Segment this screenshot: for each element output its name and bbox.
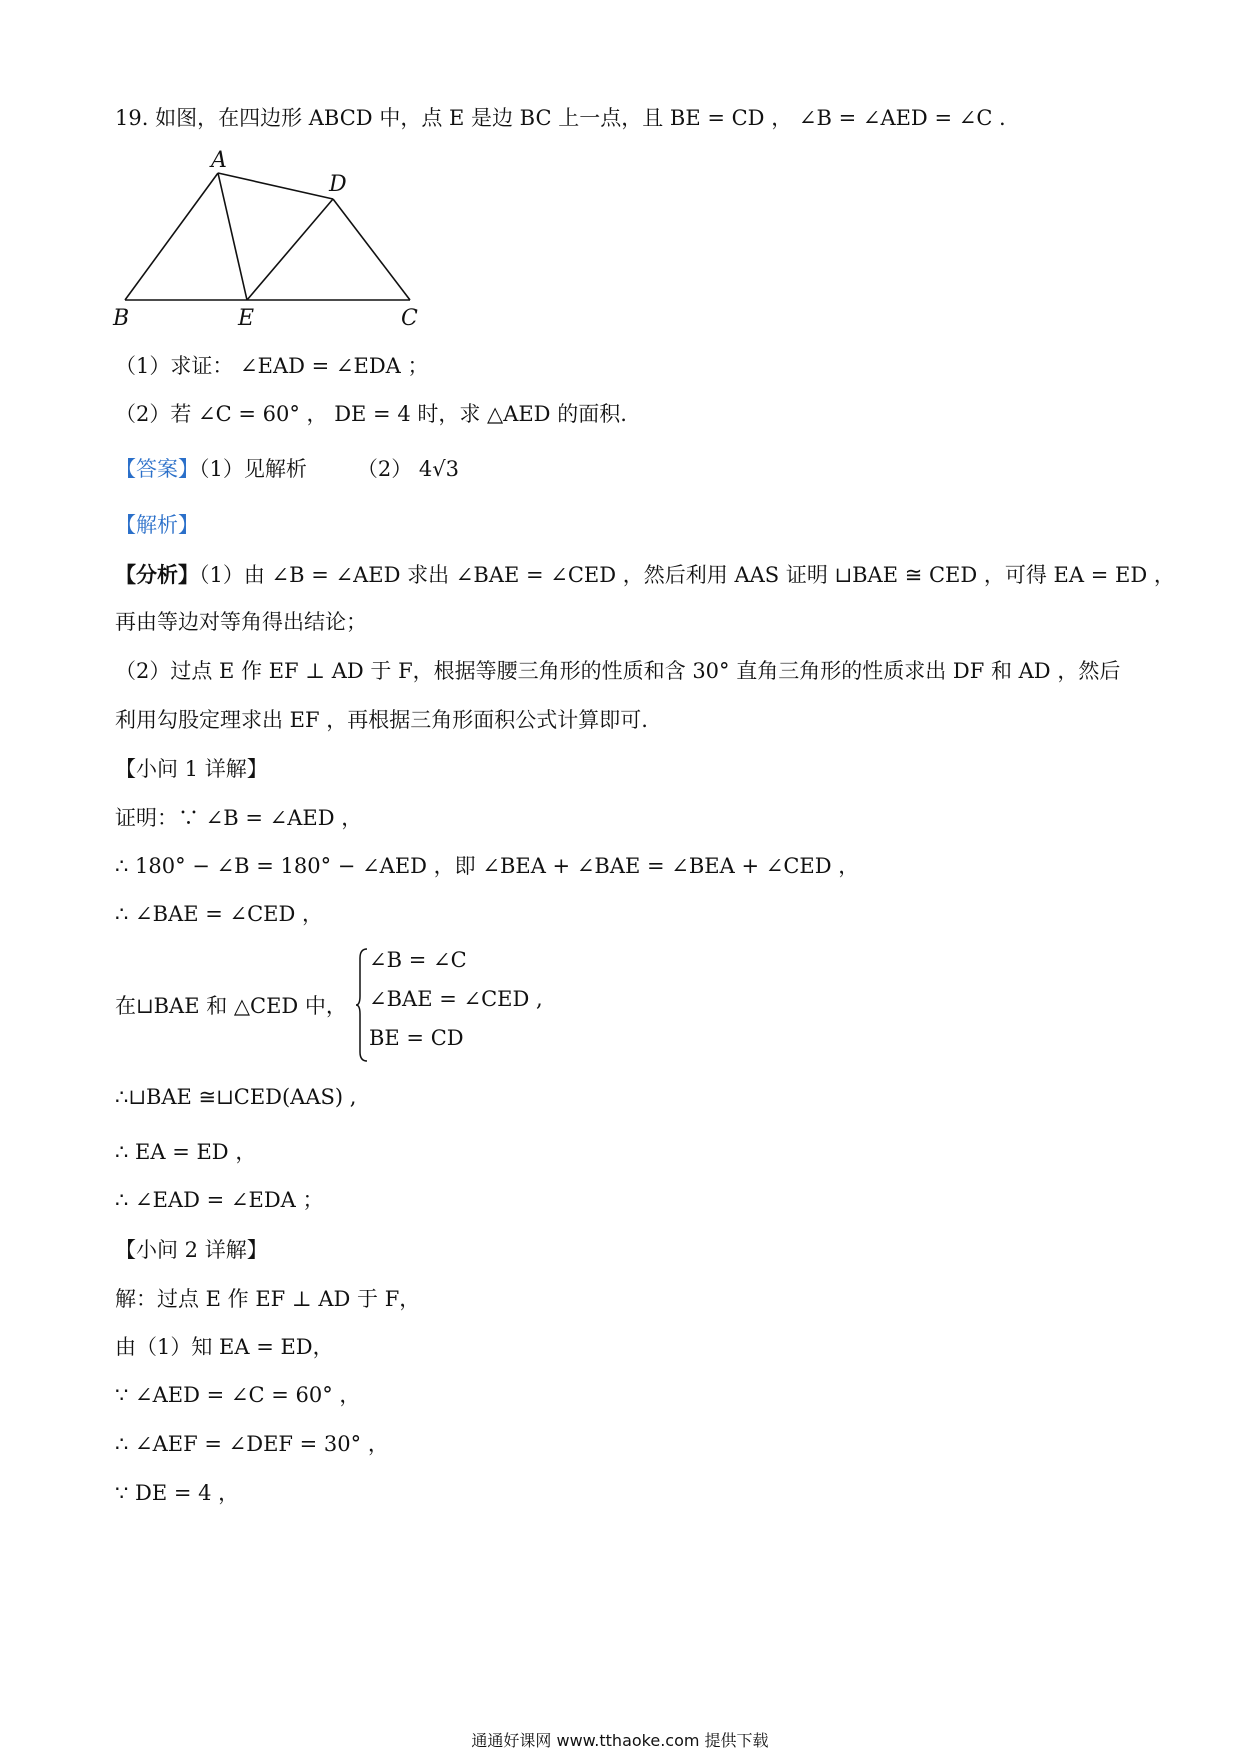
fenxi-line1 [115,561,1180,589]
fenxi-tag: 【分析】 [115,562,199,587]
detail2-tag: 【小问 2 详解】 [115,1238,268,1262]
fenxi-text1: （1）由 ∠B = ∠AED 求出 ∠BAE = ∠CED ，然后利用 AAS 证明 ⊔BAE ≅ CED ，可得 EA = ED ， [199,563,1175,587]
congruence-conditions [355,946,595,1064]
detail1-line1: 证明：∵ ∠B = ∠AED ， [115,806,363,830]
detail2-line4: ∴ ∠AEF = ∠DEF = 30° ， [115,1432,389,1456]
segment-AE [218,173,247,300]
answer-part1: （1）见解析 [199,457,307,481]
label-A: A [211,148,227,173]
question-stem: 19. 如图，在四边形 ABCD 中，点 E 是边 BC 上一点，且 BE = CD ， ∠B = ∠AED = ∠C . [115,106,1006,130]
fenxi-line4: 利用勾股定理求出 EF ，再根据三角形面积公式计算即可. [115,708,648,732]
detail1-tag: 【小问 1 详解】 [115,757,268,781]
condition-3: BE = CD [369,1026,464,1050]
left-brace-icon [355,946,369,1064]
detail2-line5: ∵ DE = 4 ， [115,1481,240,1505]
question-part1: （1）求证： ∠EAD = ∠EDA ； [115,354,429,378]
segment-AB [125,173,218,300]
detail1-line7: ∴ ∠EAD = ∠EDA ； [115,1188,324,1212]
answer-line [115,455,1180,483]
segment-ED [247,199,333,300]
detail1-line5: ∴⊔BAE ≅⊔CED(AAS) , [115,1085,357,1109]
condition-1: ∠B = ∠C [369,948,467,972]
analysis-tag: 【解析】 [115,513,199,537]
detail1-line3: ∴ ∠BAE = ∠CED ， [115,902,324,926]
segment-AD [218,173,333,199]
detail2-line3: ∵ ∠AED = ∠C = 60° ， [115,1383,361,1407]
label-B: B [113,306,130,330]
label-C: C [401,306,418,330]
label-D: D [329,172,347,197]
condition-2: ∠BAE = ∠CED , [369,987,543,1011]
fenxi-line2: 再由等边对等角得出结论； [115,610,367,634]
question-part2: （2）若 ∠C = 60° ， DE = 4 时，求 △AED 的面积. [115,402,627,426]
detail2-line2: 由（1）知 EA = ED， [115,1335,334,1359]
detail2-line1: 解：过点 E 作 EF ⊥ AD 于 F， [115,1287,421,1311]
quadrilateral-diagram [105,145,435,330]
fenxi-line3: （2）过点 E 作 EF ⊥ AD 于 F，根据等腰三角形的性质和含 30° 直角三角形的性质求出 DF 和 AD ，然后 [115,659,1121,683]
answer-tag: 【答案】 [115,457,199,481]
answer-part2: （2） 4√3 [356,457,460,481]
detail1-line6: ∴ EA = ED ， [115,1140,257,1164]
detail1-line4-prefix: 在⊔BAE 和 △CED 中， [115,994,347,1018]
footer-credit: 通通好课网 www.tthaoke.com 提供下载 [471,1731,769,1750]
segment-DC [333,199,410,300]
label-E: E [238,306,255,330]
detail1-line2: ∴ 180° − ∠B = 180° − ∠AED ，即 ∠BEA + ∠BAE = ∠BEA + ∠CED ， [115,854,860,878]
